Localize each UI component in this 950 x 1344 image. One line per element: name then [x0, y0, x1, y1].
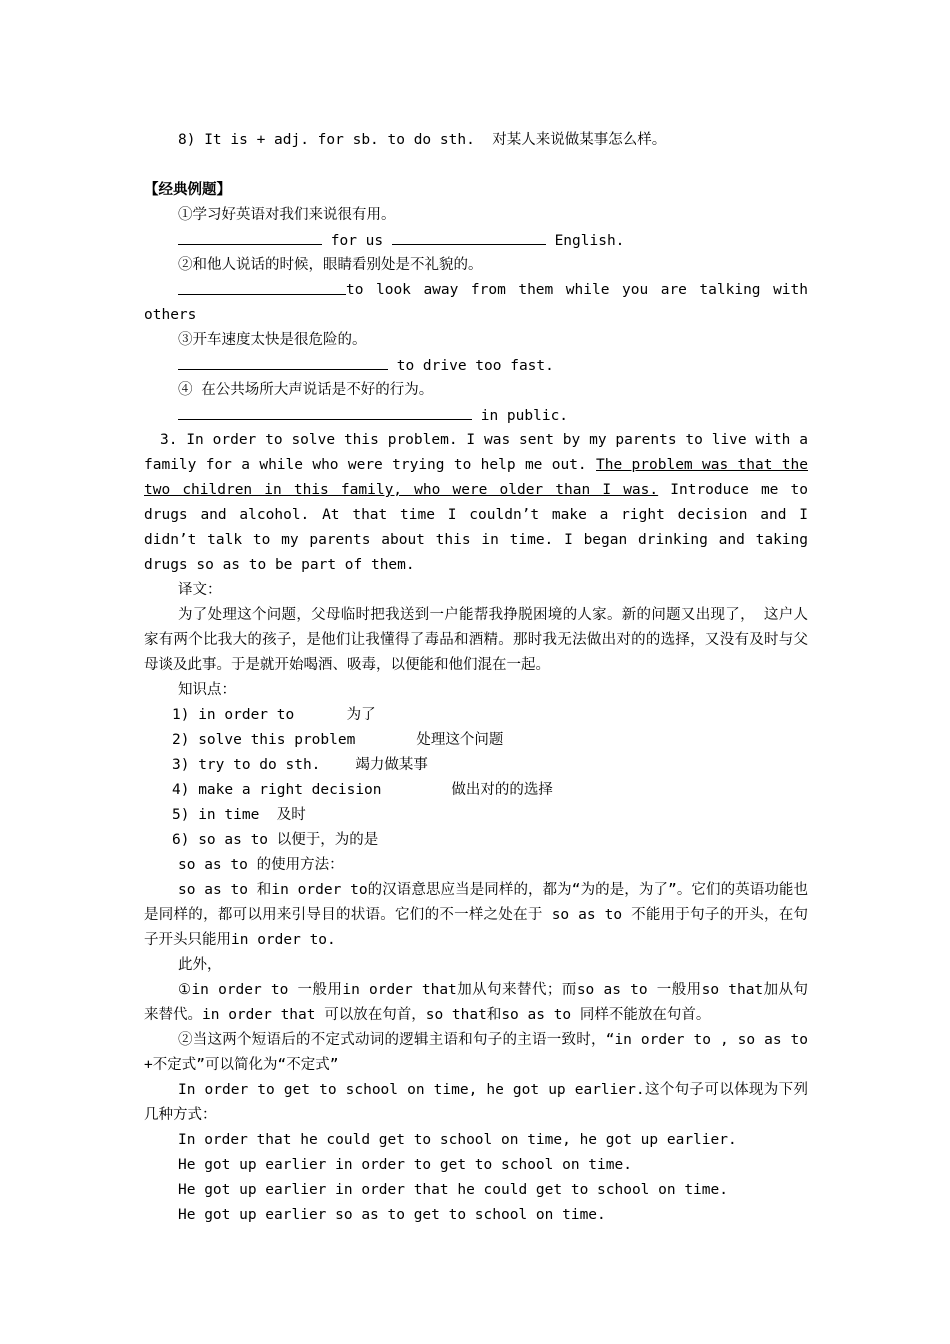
knowledge-point: 5) in time 及时 [172, 807, 306, 823]
variant-sentence: In order that he could get to school on time, he got up earlier. [178, 1132, 737, 1148]
knowledge-point: 6) so as to 以便于，为的是 [172, 832, 379, 848]
example-intro: In order to get to school on time, he got up earlier.这个句子可以体现为下列几种方式： [144, 1082, 808, 1123]
translation-label: 译文： [178, 582, 222, 598]
example-3-chinese: ③开车速度太快是很危险的。 [178, 332, 367, 348]
example-4-english: in public. [144, 403, 808, 428]
knowledge-point: 1) in order to 为了 [172, 707, 376, 723]
knowledge-point: 2) solve this problem 处理这个问题 [172, 732, 504, 748]
usage-label: so as to 的使用方法： [178, 857, 344, 873]
example-2-english: to look away from them while you are talking with [144, 278, 808, 303]
note-1: ①in order to 一般用in order that加从句来替代；而so as to 一般用so that加从句来替代。in order that 可以放在句首，so that和so as to 同样不能放在句首。 [144, 982, 808, 1023]
answer-blank[interactable] [178, 228, 322, 245]
point-8: 8) It is + adj. for sb. to do sth. 对某人来说做某事怎么样。 [178, 132, 667, 148]
note-2: ②当这两个短语后的不定式动词的逻辑主语和句子的主语一致时，“in order to , so as to +不定式”可以简化为“不定式” [144, 1032, 809, 1073]
knowledge-point: 3) try to do sth. 竭力做某事 [172, 757, 428, 773]
example-1-english: for us English. [144, 228, 808, 253]
answer-blank[interactable] [178, 353, 388, 370]
knowledge-point: 4) make a right decision 做出对的的选择 [172, 782, 553, 798]
usage-paragraph: so as to 和in order to的汉语意思应当是同样的，都为“为的是，为了”。它们的英语功能也是同样的，都可以用来引导目的状语。它们的不一样之处在于 so as to 不能用于句子的开头，在句子开头只能用in order to. [144, 882, 808, 948]
answer-blank[interactable] [392, 228, 546, 245]
knowledge-label: 知识点： [178, 682, 236, 698]
underlined-sentence: The problem was that the two children in this family, who were older than I was. [144, 457, 809, 498]
example-3-english: to drive too fast. [144, 353, 808, 378]
translation-text: 为了处理这个问题，父母临时把我送到一户能帮我挣脱困境的人家。新的问题又出现了， 这户人家有两个比我大的孩子，是他们让我懂得了毒品和酒精。那时我无法做出对的的选择，又没有及时与父母谈及此事。于是就开始喝酒、吸毒，以便能和他们混在一起。 [144, 607, 808, 673]
example-1-chinese: ①学习好英语对我们来说很有用。 [178, 207, 396, 223]
example-2-chinese: ②和他人说话的时候，眼睛看别处是不礼貌的。 [178, 257, 483, 273]
variant-sentence: He got up earlier in order to get to school on time. [178, 1157, 632, 1173]
document-page [144, 128, 808, 1228]
variant-sentence: He got up earlier in order that he could get to school on time. [178, 1182, 728, 1198]
answer-blank[interactable] [178, 403, 472, 420]
variant-sentence: He got up earlier so as to get to school on time. [178, 1207, 606, 1223]
besides-label: 此外， [178, 957, 222, 973]
answer-blank[interactable] [178, 278, 346, 295]
examples-heading: 【经典例题】 [144, 182, 231, 198]
passage-3: 3. In order to solve this problem. I was sent by my parents to live with a family for a while who were trying to help me out. The problem was that the two children in this family, who were older than I was. Introduce me to drugs and alcohol. At that time I couldn’t make a right decision and I didn’t talk to my parents about this in time. I began drinking and taking drugs so as to be part of them. [144, 432, 809, 573]
example-4-chinese: ④ 在公共场所大声说话是不好的行为。 [178, 382, 434, 398]
example-2-continuation: others [144, 307, 197, 323]
